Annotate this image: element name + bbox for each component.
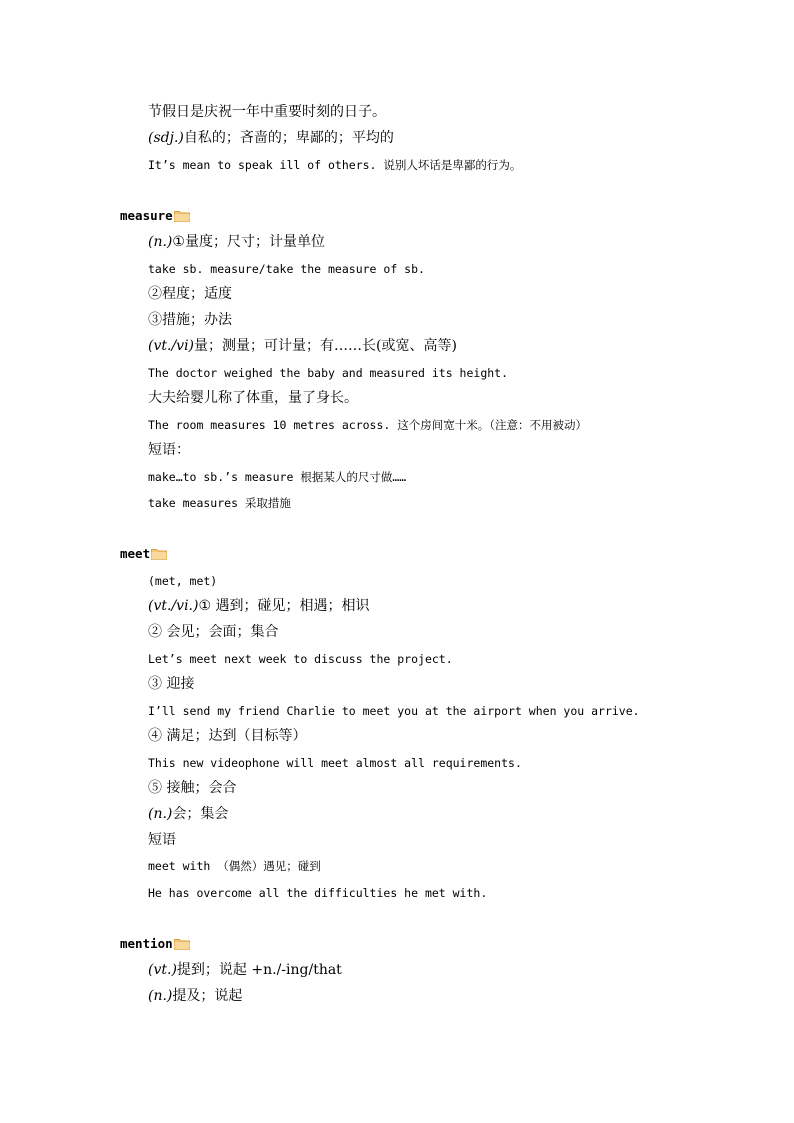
example-line: He has overcome all the difficulties he met with.: [148, 886, 488, 900]
example-line: Let’s meet next week to discuss the project.: [148, 652, 453, 666]
definition-line: [148, 597, 369, 615]
sense-line: ②程度；适度: [148, 286, 232, 302]
phrase-line: take sb. measure/take the measure of sb.: [148, 262, 425, 276]
definition-text: 提及；说起: [172, 988, 243, 1004]
headword-text: meet: [120, 546, 151, 561]
definition-line: [148, 233, 325, 251]
headword-text: mention: [120, 936, 173, 951]
sense-line: ③ 迎接: [148, 676, 195, 692]
part-of-speech: (vt./vi): [148, 338, 195, 354]
example-line: It’s mean to speak ill of others. 说别人坏话是卑鄙的行为。: [148, 158, 522, 172]
definition-text: 量；测量；可计量；有……长(或宽、高等): [194, 338, 457, 354]
example-line: I’ll send my friend Charlie to meet you at the airport when you arrive.: [148, 704, 640, 718]
phrases-label: 短语: [148, 832, 176, 848]
headword-mention: [120, 935, 190, 953]
phrase-line: make…to sb.’s measure 根据某人的尺寸做……: [148, 470, 407, 484]
sense-line: ⑤ 接触；会合: [148, 780, 237, 796]
translation-line: 大夫给婴儿称了体重，量了身长。: [148, 390, 358, 406]
definition-text: 会；集会: [172, 806, 229, 822]
definition-line: [148, 987, 242, 1005]
verb-forms: (met, met): [148, 574, 218, 588]
folder-icon[interactable]: [151, 547, 167, 559]
definition-text: ①量度；尺寸；计量单位: [172, 234, 325, 250]
sense-line: ② 会见；会面；集合: [148, 624, 279, 640]
part-of-speech: (vt.): [148, 962, 177, 978]
phrase-line: take measures 采取措施: [148, 496, 291, 510]
definition-line: [148, 805, 228, 823]
definition-line: [148, 337, 457, 355]
headword-text: measure: [120, 208, 173, 223]
definition-text: ① 遇到；碰见；相遇；相识: [198, 598, 370, 614]
sense-line: ③措施；办法: [148, 312, 232, 328]
folder-icon[interactable]: [174, 209, 190, 221]
definition-line: [148, 129, 394, 147]
example-line: This new videophone will meet almost all requirements.: [148, 756, 522, 770]
definition-text: 自私的；吝啬的；卑鄙的；平均的: [183, 130, 394, 146]
headword-measure: [120, 207, 190, 225]
definition-line: [148, 961, 342, 979]
sense-line: ④ 满足；达到（目标等）: [148, 728, 307, 744]
text-line: 节假日是庆祝一年中重要时刻的日子。: [148, 104, 386, 120]
example-line: The doctor weighed the baby and measured its height.: [148, 366, 509, 380]
phrases-label: 短语：: [148, 442, 190, 458]
phrase-line: [148, 857, 321, 875]
folder-icon[interactable]: [174, 937, 190, 949]
part-of-speech: (n.): [148, 988, 173, 1004]
part-of-speech: (vt./vi.): [148, 598, 199, 614]
part-of-speech: (n.): [148, 806, 173, 822]
part-of-speech: (n.): [148, 234, 173, 250]
example-line: The room measures 10 metres across. 这个房间宽十米。（注意：不用被动）: [148, 418, 587, 432]
part-of-speech: (sdj.): [148, 130, 184, 146]
phrase-text: meet with （偶然）遇见；碰到: [148, 859, 321, 873]
headword-meet: [120, 545, 167, 563]
definition-text: 提到；说起 +n./-ing/that: [176, 962, 342, 978]
